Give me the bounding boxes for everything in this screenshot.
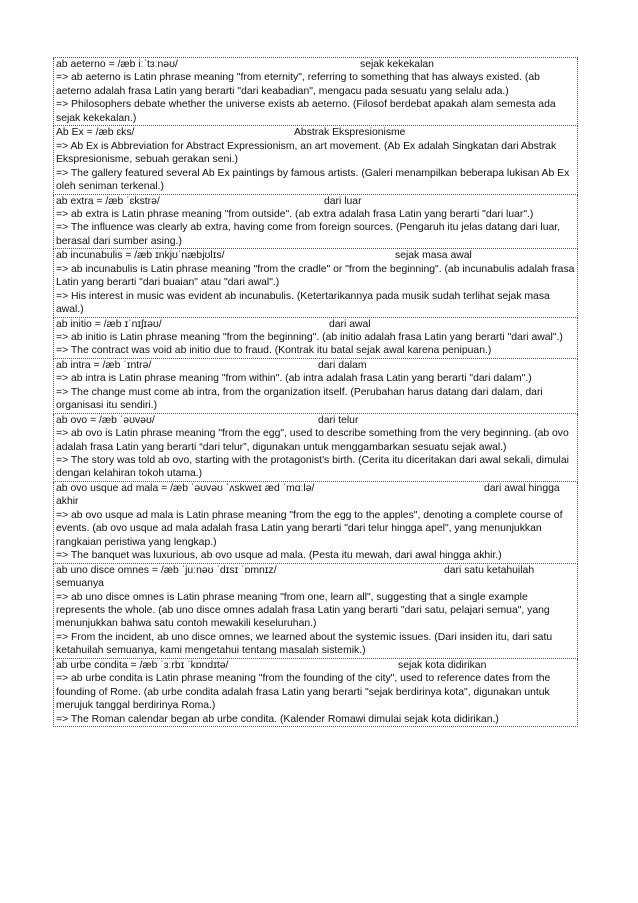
entry-example: => From the incident, ab uno disce omnes, we learned about the systemic issues. (Dari insiden itu, dari satu ketahuilah semuanya, kami mengetahui tentang masalah sistemik.) [56, 631, 553, 657]
entry-heading [56, 249, 575, 262]
entry-ab-initio [53, 318, 578, 359]
entry-ab-aeterno [53, 58, 578, 126]
entry-definition: => ab extra is Latin phrase meaning "from outside". (ab extra adalah frasa Latin yang berarti "dari luar".) [56, 208, 534, 220]
entry-heading [56, 564, 575, 591]
entry-term: ab ovo usque ad mala = /æb ˈəʊvəʊ ˈʌskweɪ æd ˈmɑːlə/ [56, 482, 315, 494]
entry-example: => The contract was void ab initio due to fraud. (Kontrak itu batal sejak awal karena penipuan.) [56, 345, 492, 357]
entry-heading [56, 126, 575, 139]
entry-definition: => ab ovo usque ad mala is Latin phrase meaning "from the egg to the apples", denoting a complete course of events. (ab ovo usque ad mala adalah frasa Latin yang berarti "dari telur hingga apel", yang menunjukkan rangkaian peristiwa yang lengkap.) [56, 509, 563, 548]
entry-meaning: dari awal hingga akhir [56, 482, 560, 508]
entry-ab-extra [53, 195, 578, 250]
entry-term: ab urbe condita = /æb ˈɜːrbɪ ˈkɒndɪtə/ [56, 659, 229, 671]
entry-ab-ovo-usque-ad-mala [53, 482, 578, 564]
entry-example: => The influence was clearly ab extra, having come from foreign sources. (Pengaruh itu jelas datang dari luar, berasal dari sumber asing.) [56, 222, 561, 247]
entry-meaning: sejak masa awal [395, 250, 472, 262]
entry-term: ab incunabulis = /æb ɪnkjʊˈnæbjʊlɪs/ [56, 250, 225, 262]
entry-ab-uno-disce-omnes [53, 564, 578, 659]
entry-example: => Philosophers debate whether the universe exists ab aeterno. (Filosof berdebat apakah alam semesta ada sejak kekekalan.) [56, 99, 556, 124]
entry-heading [56, 414, 575, 427]
entry-ab-urbe-condita [53, 659, 578, 727]
entry-example: => His interest in music was evident ab incunabulis. (Ketertarikannya pada musik sudah terlihat sejak masa awal.) [56, 290, 550, 316]
entry-meaning: sejak kekekalan [360, 59, 434, 70]
entry-meaning: dari telur [318, 414, 359, 426]
entry-heading [56, 659, 575, 672]
entry-term: ab extra = /æb ˈɛkstrə/ [56, 195, 160, 207]
entry-definition: => ab urbe condita is Latin phrase meaning "from the founding of the city", used to reference dates from the founding of Rome. (ab urbe condita adalah frasa Latin yang berarti "sejak berdirinya kota", digunakan untuk merujuk tanggal berdirinya Roma.) [56, 673, 551, 712]
entry-definition: => ab initio is Latin phrase meaning "from the beginning". (ab initio adalah frasa Latin yang berarti "dari awal".) [56, 331, 563, 343]
entry-example: => The Roman calendar began ab urbe condita. (Kalender Romawi dimulai sejak kota didirikan.) [56, 713, 499, 725]
entry-heading [56, 482, 575, 509]
entry-ab-incunabulis [53, 249, 578, 317]
entry-definition: => ab aeterno is Latin phrase meaning "from eternity", referring to something that has always existed. (ab aeterno adalah frasa Latin yang berarti "dari keabadian", mengacu pada sesuatu yang selalu ada.) [56, 72, 540, 97]
entry-meaning: dari luar [324, 195, 362, 207]
entry-heading [56, 195, 575, 208]
entry-meaning: sejak kota didirikan [398, 659, 487, 671]
vocabulary-table [53, 57, 578, 727]
entry-heading [56, 58, 575, 71]
entry-example: => The banquet was luxurious, ab ovo usque ad mala. (Pesta itu mewah, dari awal hingga akhir.) [56, 550, 502, 562]
entry-term: ab initio = /æb ɪˈnɪʃɪəʊ/ [56, 318, 162, 330]
entry-heading [56, 359, 575, 372]
entry-meaning: Abstrak Ekspresionisme [294, 127, 406, 139]
entry-ab-ex [53, 126, 578, 194]
entry-term: ab aeterno = /æb iːˈtɜːnəʊ/ [56, 59, 178, 70]
entry-definition: => ab intra is Latin phrase meaning "from within". (ab intra adalah frasa Latin yang berarti "dari dalam".) [56, 373, 532, 385]
entry-term: ab intra = /æb ˈɪntrə/ [56, 359, 152, 371]
entry-definition: => ab uno disce omnes is Latin phrase meaning "from one, learn all", suggesting that a single example represents the whole. (ab uno disce omnes adalah frasa Latin yang berarti "dari satu, pelajari semua", yang menunjukkan bahwa satu contoh mewakili keseluruhan.) [56, 591, 550, 630]
entry-definition: => Ab Ex is Abbreviation for Abstract Expressionism, an art movement. (Ab Ex adalah Singkatan dari Abstrak Ekspresionisme, sebuah gerakan seni.) [56, 140, 557, 166]
entry-meaning: dari awal [329, 318, 371, 330]
entry-meaning: dari satu ketahuilah semuanya [56, 564, 535, 590]
entry-example: => The change must come ab intra, from the organization itself. (Perubahan harus datang dari dalam, dari organisasi itu sendiri.) [56, 386, 543, 412]
entry-heading [56, 318, 575, 331]
entry-term: Ab Ex = /æb ɛks/ [56, 127, 135, 139]
entry-definition: => ab ovo is Latin phrase meaning "from the egg", used to describe something from the very beginning. (ab ovo adalah frasa Latin yang berarti “dari telur”, digunakan untuk menggambarkan sesuatu sejak awal.) [56, 428, 569, 453]
entry-term: ab ovo = /æb ˈəʊvəʊ/ [56, 414, 155, 426]
entry-example: => The gallery featured several Ab Ex paintings by famous artists. (Galeri menampilkan beberapa lukisan Ab Ex oleh seniman terkenal.) [56, 167, 570, 193]
entry-ab-intra [53, 359, 578, 414]
entry-meaning: dari dalam [318, 359, 367, 371]
entry-definition: => ab incunabulis is Latin phrase meaning "from the cradle" or "from the beginning". (ab incunabulis adalah frasa Latin yang berarti "dari buaian" atau "dari awal".) [56, 263, 575, 289]
entry-example: => The story was told ab ovo, starting with the protagonist's birth. (Cerita itu diceritakan dari awal sekali, dimulai dengan kelahiran tokoh utama.) [56, 455, 569, 480]
entry-term: ab uno disce omnes = /æb ˈjuːnəʊ ˈdɪsɪ ˈɒmnɪz/ [56, 564, 277, 576]
entry-ab-ovo [53, 414, 578, 482]
